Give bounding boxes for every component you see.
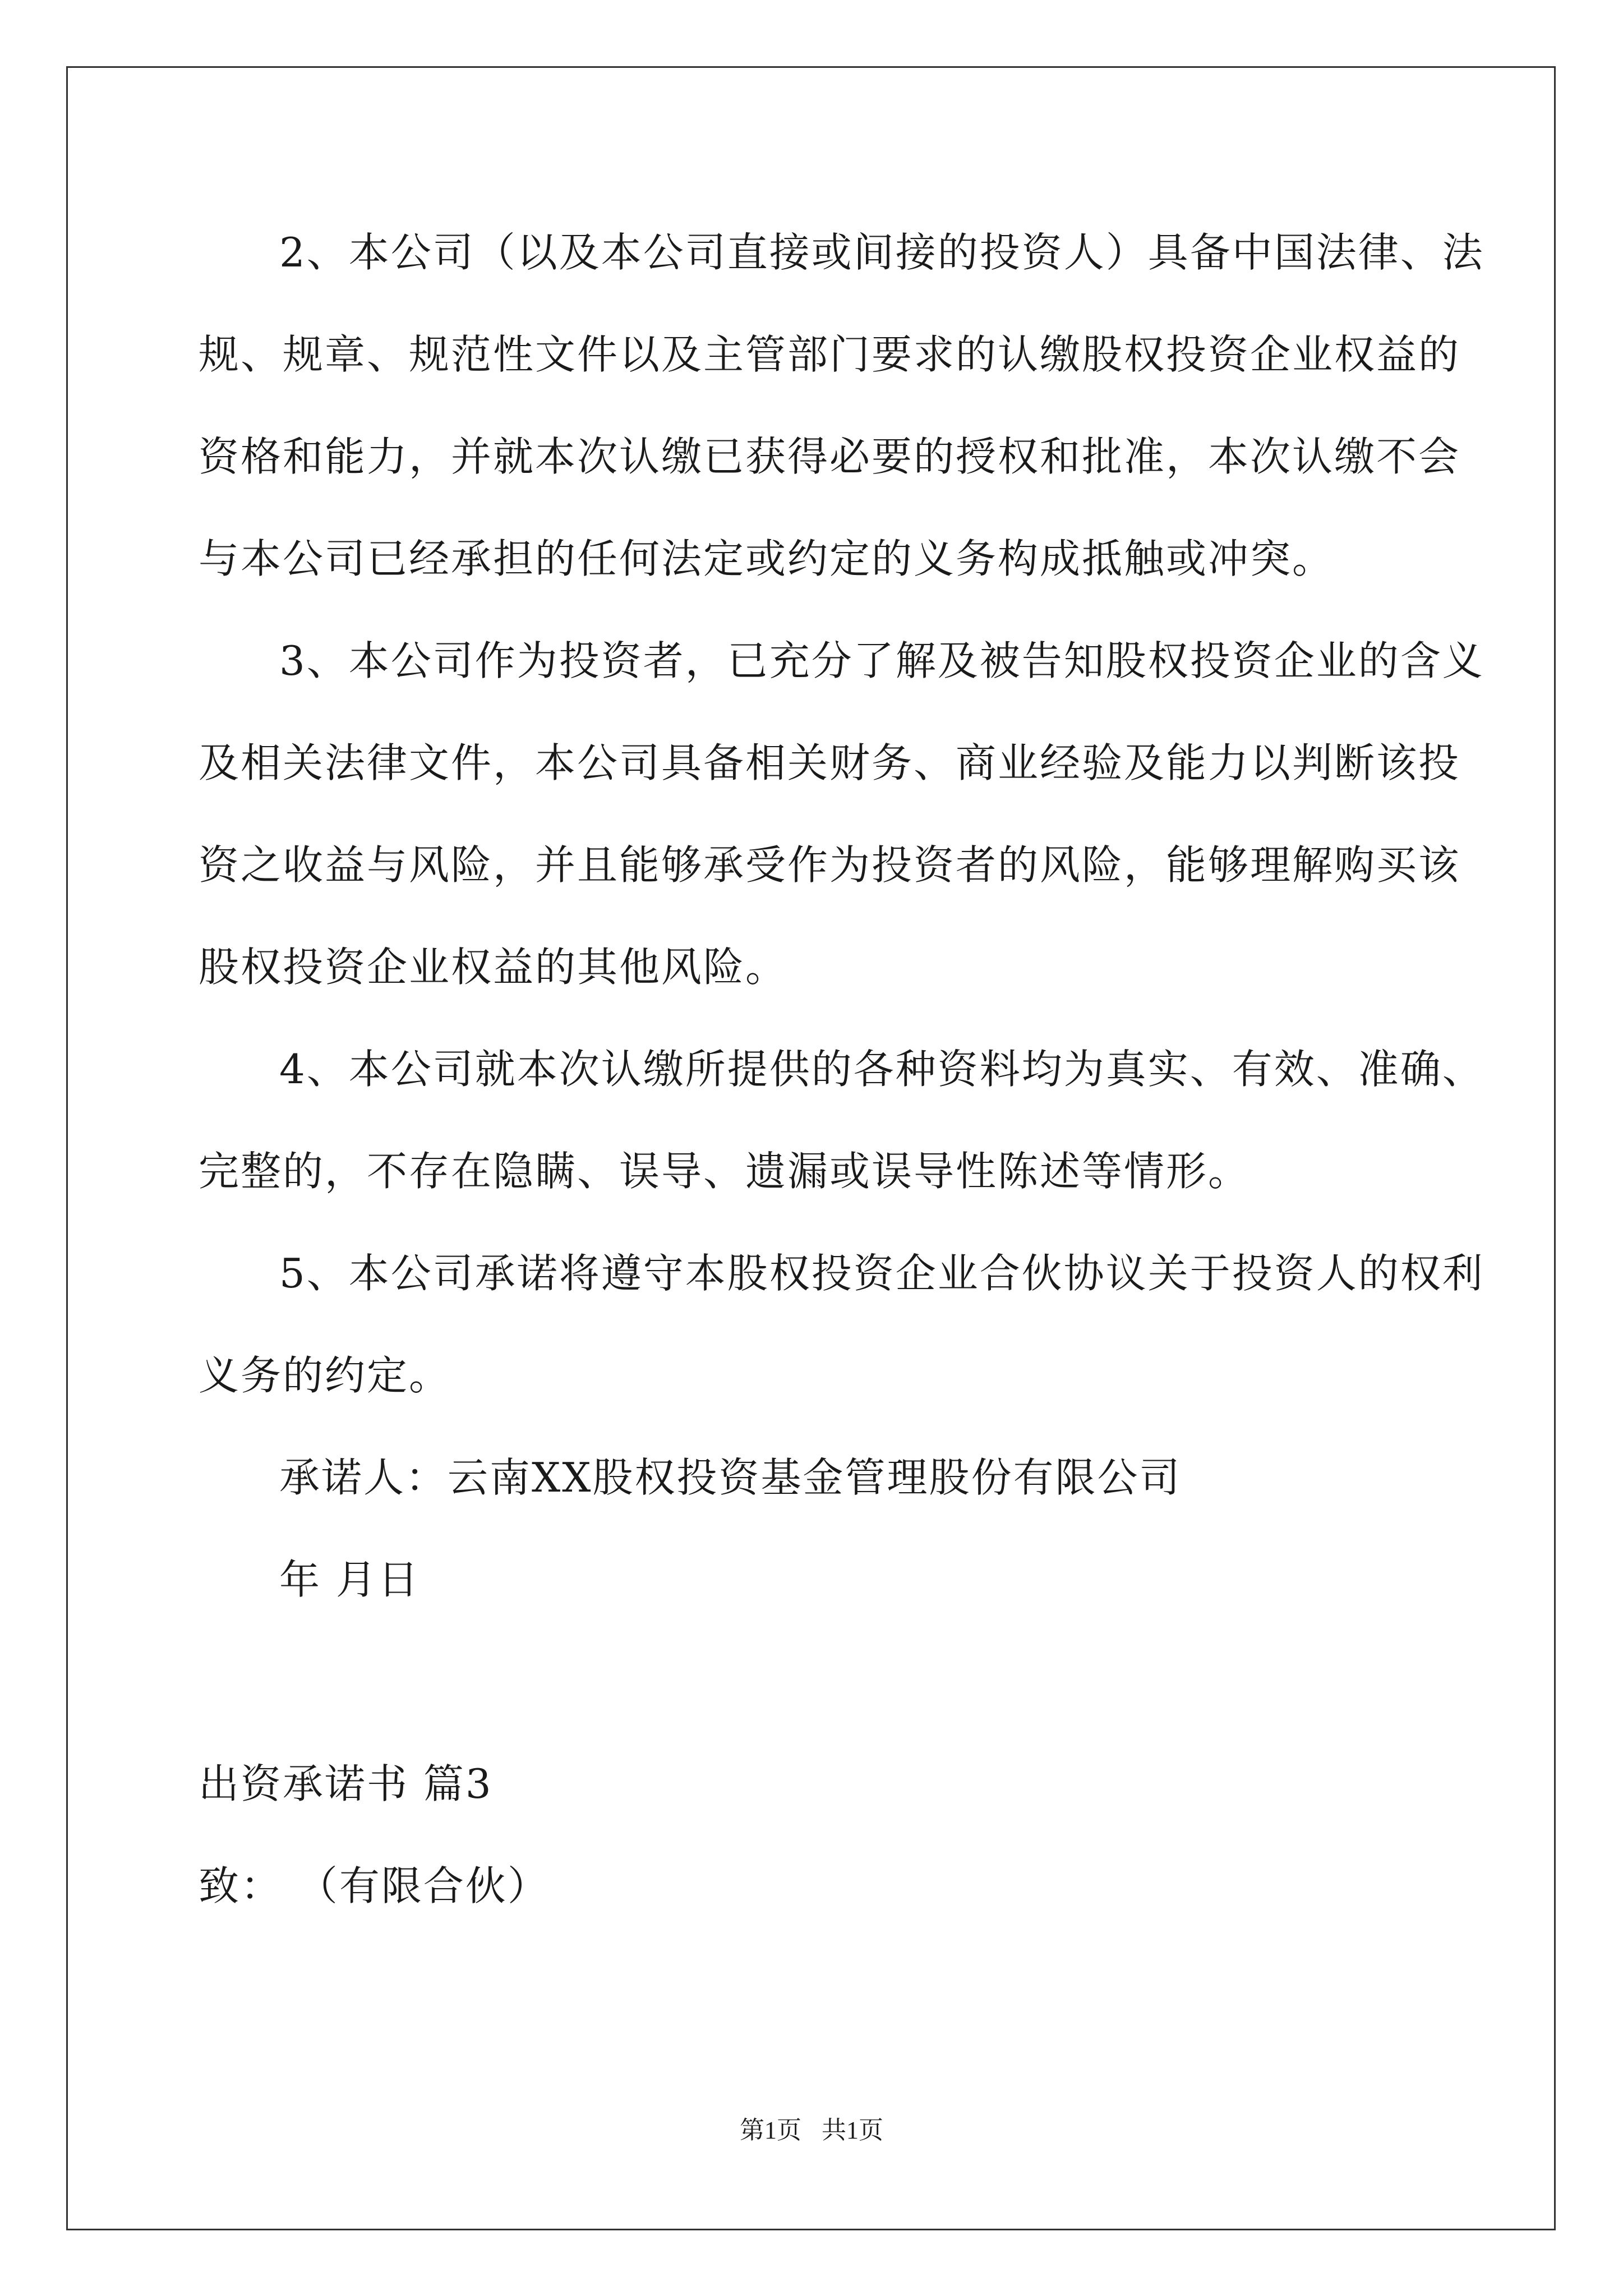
paragraph-2-line-2: 规、规章、规范性文件以及主管部门要求的认缴股权投资企业权益的 [199,331,1461,378]
page-number-current: 第1页 [740,2116,801,2144]
paragraph-2-line-3: 资格和能力，并就本次认缴已获得必要的授权和批准，本次认缴不会 [199,433,1461,480]
paragraph-4-line-2: 完整的，不存在隐瞒、误导、遗漏或误导性陈述等情形。 [199,1148,1251,1195]
paragraph-2-line-4: 与本公司已经承担的任何法定或约定的义务构成抵触或冲突。 [199,535,1335,582]
paragraph-3-line-4: 股权投资企业权益的其他风险。 [199,944,788,991]
page-number-total: 共1页 [822,2116,883,2144]
addressee-line: 致： （有限合伙） [199,1862,550,1910]
date-line: 年 月日 [279,1556,420,1603]
promisor-line: 承诺人：云南XX股权投资基金管理股份有限公司 [279,1454,1182,1501]
paragraph-2-line-1: 2、本公司（以及本公司直接或间接的投资人）具备中国法律、法 [279,229,1484,276]
paragraph-5-line-1: 5、本公司承诺将遵守本股权投资企业合伙协议关于投资人的权利 [279,1250,1484,1297]
paragraph-3-line-2: 及相关法律文件，本公司具备相关财务、商业经验及能力以判断该投 [199,739,1461,786]
page-footer [0,2115,1623,2146]
paragraph-4-line-1: 4、本公司就本次认缴所提供的各种资料均为真实、有效、准确、 [279,1046,1484,1093]
paragraph-5-line-2: 义务的约定。 [199,1352,451,1399]
paragraph-3-line-1: 3、本公司作为投资者，已充分了解及被告知股权投资企业的含义 [279,637,1484,684]
paragraph-3-line-3: 资之收益与风险，并且能够承受作为投资者的风险，能够理解购买该 [199,841,1461,889]
section-title: 出资承诺书 篇3 [199,1760,493,1807]
